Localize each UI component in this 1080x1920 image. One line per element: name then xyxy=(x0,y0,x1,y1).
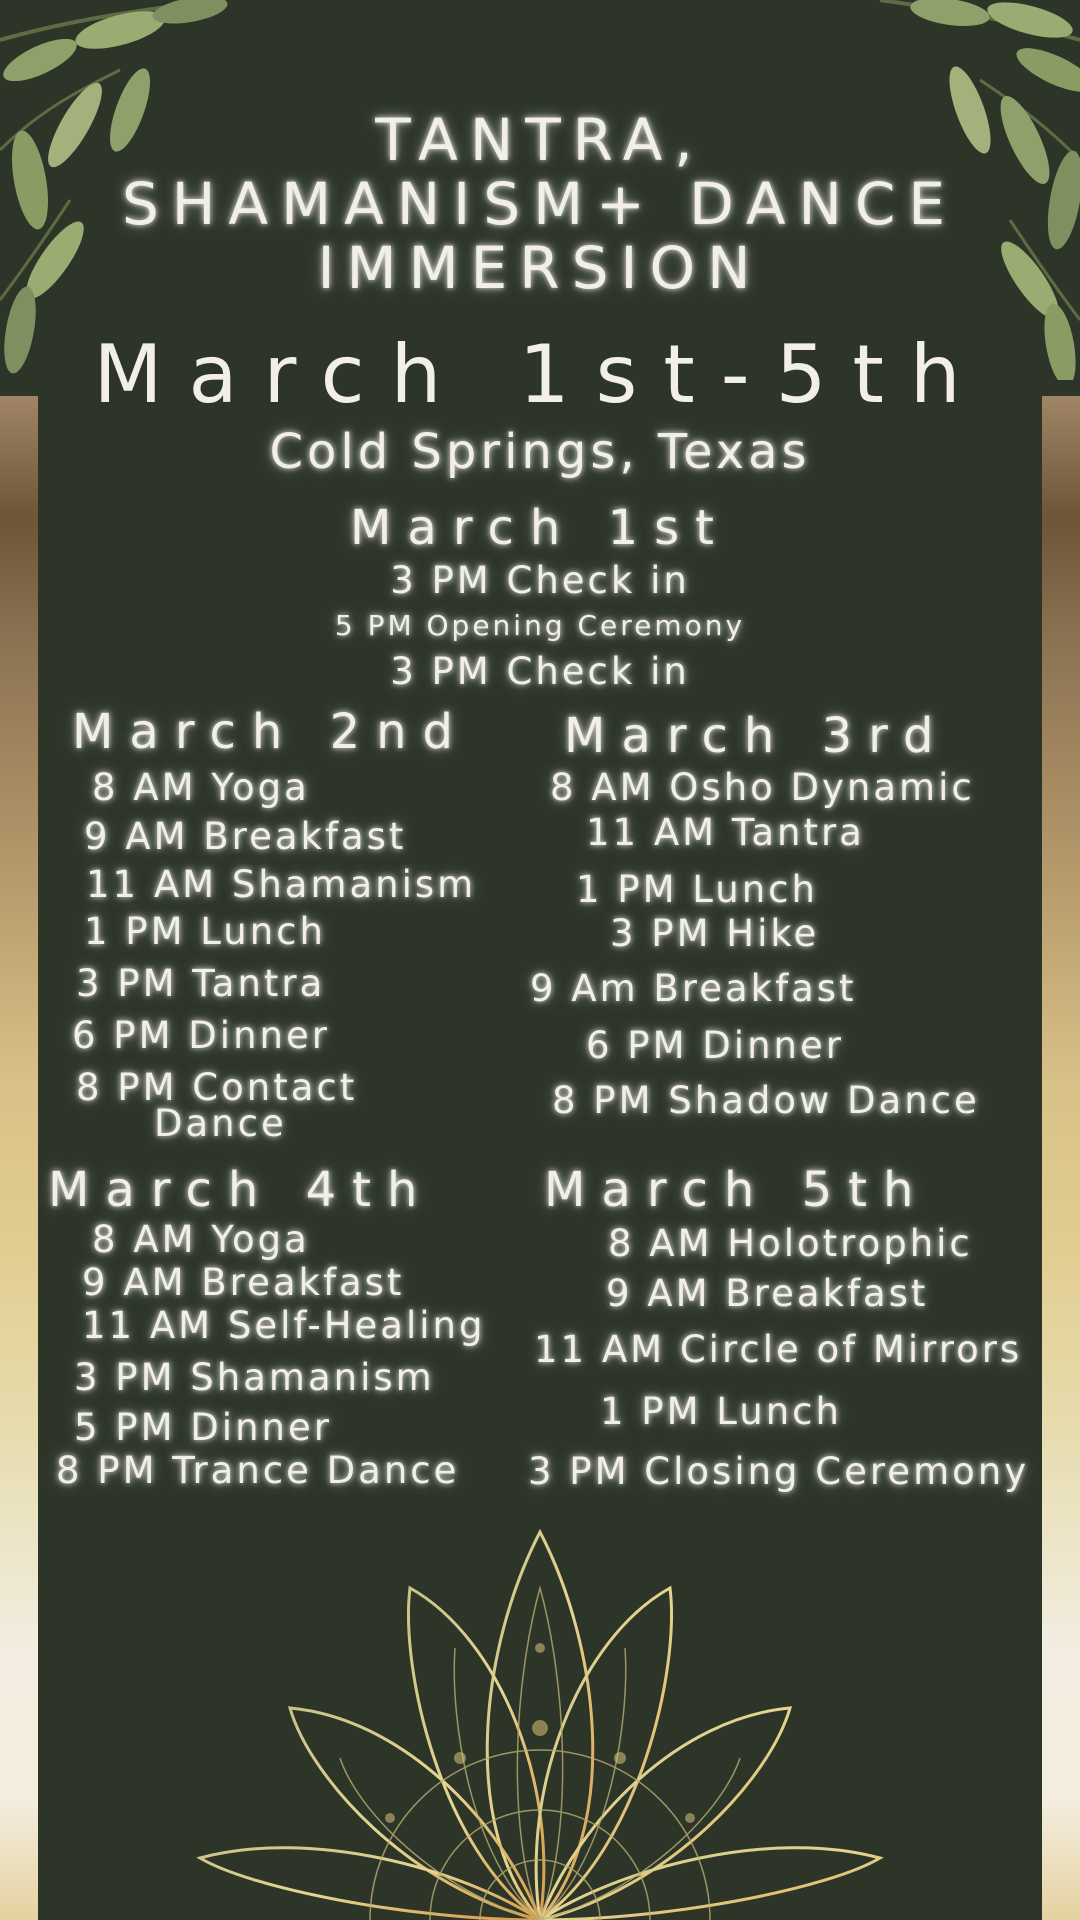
title-line-2: SHAMANISM+ DANCE xyxy=(121,170,959,238)
schedule-item: 6 PM Dinner xyxy=(72,1014,330,1057)
title-line-1: TANTRA, xyxy=(375,106,705,174)
schedule-item: 3 PM Shamanism xyxy=(74,1356,435,1399)
schedule-item: 5 PM Dinner xyxy=(74,1406,332,1449)
schedule-item: 3 PM Closing Ceremony xyxy=(528,1450,1030,1493)
schedule-item: 8 AM Holotrophic xyxy=(608,1222,973,1265)
schedule-item: 11 AM Shamanism xyxy=(86,863,477,906)
schedule-item: 8 PM Contact xyxy=(76,1066,358,1109)
schedule-item: 6 PM Dinner xyxy=(586,1024,844,1067)
schedule-item: 1 PM Lunch xyxy=(84,910,326,953)
title-line-3: IMMERSION xyxy=(317,234,763,302)
schedule-item: 8 AM Yoga xyxy=(92,766,310,809)
schedule-item: 3 PM Check in xyxy=(390,650,690,693)
schedule-item: 8 PM Trance Dance xyxy=(56,1449,460,1492)
schedule-item: Dance xyxy=(154,1102,287,1145)
schedule-item: 9 Am Breakfast xyxy=(530,967,857,1010)
event-dates: March 1st-5th xyxy=(93,328,987,421)
schedule-item: 8 PM Shadow Dance xyxy=(552,1079,980,1122)
schedule-item: 9 AM Breakfast xyxy=(84,815,407,858)
day-heading: March 4th xyxy=(48,1162,434,1218)
lotus-mandala-icon xyxy=(160,1528,920,1920)
schedule-item: 5 PM Opening Ceremony xyxy=(334,609,746,642)
schedule-item: 9 AM Breakfast xyxy=(82,1261,405,1304)
schedule-item: 3 PM Check in xyxy=(390,559,690,602)
day-heading: March 5th xyxy=(544,1162,930,1218)
schedule-item: 8 AM Osho Dynamic xyxy=(550,766,975,809)
schedule-item: 3 PM Hike xyxy=(610,912,820,955)
day-heading: March 2nd xyxy=(72,704,470,760)
day-heading: March 1st xyxy=(350,500,730,556)
schedule-item: 11 AM Self-Healing xyxy=(82,1304,486,1347)
schedule-item: 1 PM Lunch xyxy=(576,868,818,911)
day-heading: March 3rd xyxy=(564,708,950,764)
schedule-item: 8 AM Yoga xyxy=(92,1218,310,1261)
schedule-item: 1 PM Lunch xyxy=(600,1390,842,1433)
schedule-item: 9 AM Breakfast xyxy=(606,1272,929,1315)
event-location: Cold Springs, Texas xyxy=(269,424,811,480)
schedule-item: 11 AM Circle of Mirrors xyxy=(534,1328,1023,1371)
schedule-item: 3 PM Tantra xyxy=(76,962,326,1005)
schedule-item: 11 AM Tantra xyxy=(586,811,865,854)
